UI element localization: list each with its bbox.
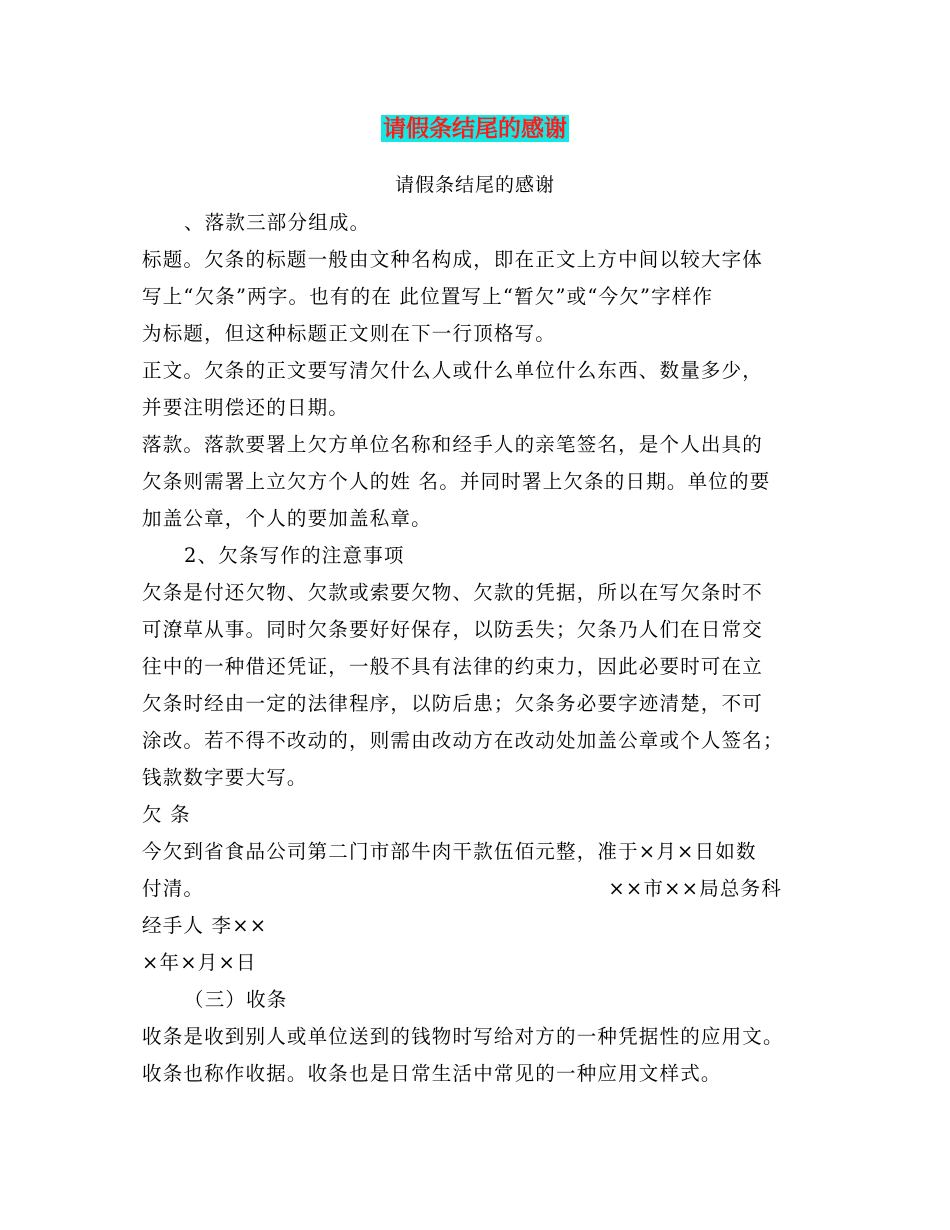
body-line: 涂改。若不得不改动的，则需由改动方在改动处加盖公章或个人签名； [142, 729, 784, 752]
body-line: 写上“欠条”两字。也有的在 此位置写上“暂欠”或“今欠”字样作 [142, 285, 714, 308]
section-heading: 2、欠条写作的注意事项 [184, 544, 405, 567]
section-heading: （三）收条 [184, 988, 288, 1011]
body-line: 为标题，但这种标题正文则在下一行顶格写。 [142, 322, 557, 345]
handler-line: 经手人 李×× [142, 914, 268, 937]
body-line: 可潦草从事。同时欠条要好好保存，以防丢失；欠条乃人们在日常交 [142, 618, 764, 641]
date-line: ×年×月×日 [142, 951, 257, 974]
body-line: 标题。欠条的标题一般由文种名构成，即在正文上方中间以较大字体 [142, 248, 764, 271]
document-title-text: 请假条结尾的感谢 [383, 115, 567, 142]
body-line: 欠条是付还欠物、欠款或索要欠物、欠款的凭据，所以在写欠条时不 [142, 581, 764, 604]
body-line: 钱款数字要大写。 [142, 766, 308, 789]
body-line: 今欠到省食品公司第二门市部牛肉干款伍佰元整，准于×月×日如数 [142, 840, 757, 863]
payment-line [142, 870, 782, 907]
body-line: 欠条则需署上立欠方个人的姓 名。并同时署上欠条的日期。单位的要 [142, 470, 771, 493]
body-line: 并要注明偿还的日期。 [142, 396, 350, 419]
body-line: 欠条时经由一定的法律程序，以防后患；欠条务必要字迹清楚，不可 [142, 692, 764, 715]
body-line: 收条也称作收据。收条也是日常生活中常见的一种应用文样式。 [142, 1062, 722, 1085]
body-line: 往中的一种借还凭证，一般不具有法律的约束力，因此必要时可在立 [142, 655, 764, 678]
body-line: 落款。落款要署上欠方单位名称和经手人的亲笔签名，是个人出具的 [142, 433, 764, 456]
document-title [0, 110, 950, 148]
issuer-line: ××市××局总务科 [608, 877, 782, 900]
body-line: 正文。欠条的正文要写清欠什么人或什么单位什么东西、数量多少， [142, 359, 764, 382]
document-body [142, 204, 822, 1092]
sample-title: 欠 条 [142, 803, 191, 826]
body-line: 付清。 [142, 877, 205, 900]
body-line: 加盖公章，个人的要加盖私章。 [142, 507, 432, 530]
document-subtitle: 请假条结尾的感谢 [394, 174, 555, 196]
body-line: 、落款三部分组成。 [184, 211, 371, 234]
body-line: 收条是收到别人或单位送到的钱物时写给对方的一种凭据性的应用文。 [142, 1025, 784, 1048]
